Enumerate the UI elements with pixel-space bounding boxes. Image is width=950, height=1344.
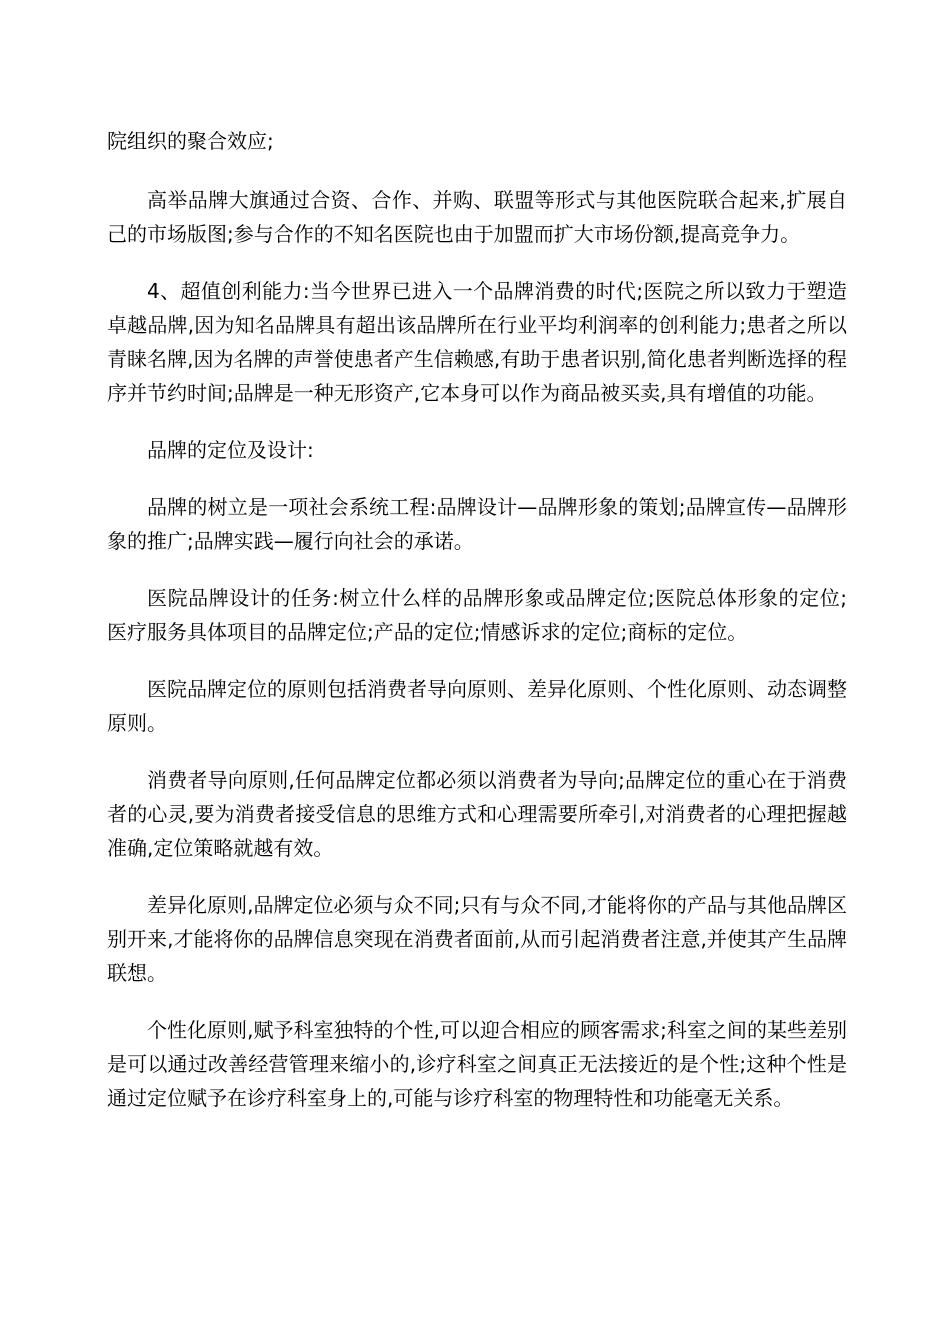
paragraph-consumer-oriented: 消费者导向原则,任何品牌定位都必须以消费者为导向;品牌定位的重心在于消费者的心灵,要为消费者接受信息的思维方式和心理需要所牵引,对消费者的心理把握越准确,定位策略就越有效。 <box>107 768 847 860</box>
paragraph-design-tasks: 医院品牌设计的任务:树立什么样的品牌形象或品牌定位;医院总体形象的定位;医疗服务具体项目的品牌定位;产品的定位;情感诉求的定位;商标的定位。 <box>107 586 847 644</box>
document-page <box>107 124 847 1138</box>
paragraph-profit-ability: 4、超值创利能力:当今世界已进入一个品牌消费的时代;医院之所以致力于塑造卓越品牌,因为知名品牌具有超出该品牌所在行业平均利润率的创利能力;患者之所以青睐名牌,因为名牌的声誉使患者产生信赖感,有助于患者识别,简化患者判断选择的程序并节约时间;品牌是一种无形资产,它本身可以作为商品被买卖,具有增值的功能。 <box>107 279 847 405</box>
paragraph-brand-building: 品牌的树立是一项社会系统工程:品牌设计—品牌形象的策划;品牌宣传—品牌形象的推广;品牌实践—履行向社会的承诺。 <box>107 495 847 553</box>
section-heading-positioning: 品牌的定位及设计: <box>147 438 314 462</box>
paragraph-principles: 医院品牌定位的原则包括消费者导向原则、差异化原则、个性化原则、动态调整原则。 <box>107 677 847 735</box>
paragraph-personalization: 个性化原则,赋予科室独特的个性,可以迎合相应的顾客需求;科室之间的某些差别是可以通过改善经营管理来缩小的,诊疗科室之间真正无法接近的是个性;这种个性是通过定位赋予在诊疗科室身上的,可能与诊疗科室的物理特性和功能毫无关系。 <box>107 1018 847 1110</box>
paragraph-brand-alliance: 高举品牌大旗通过合资、合作、并购、联盟等形式与其他医院联合起来,扩展自己的市场版图;参与合作的不知名医院也由于加盟而扩大市场份额,提高竞争力。 <box>107 188 847 246</box>
paragraph-continuation: 院组织的聚合效应; <box>107 129 274 153</box>
paragraph-differentiation: 差异化原则,品牌定位必须与众不同;只有与众不同,才能将你的产品与其他品牌区别开来,才能将你的品牌信息突现在消费者面前,从而引起消费者注意,并使其产生品牌联想。 <box>107 893 847 985</box>
